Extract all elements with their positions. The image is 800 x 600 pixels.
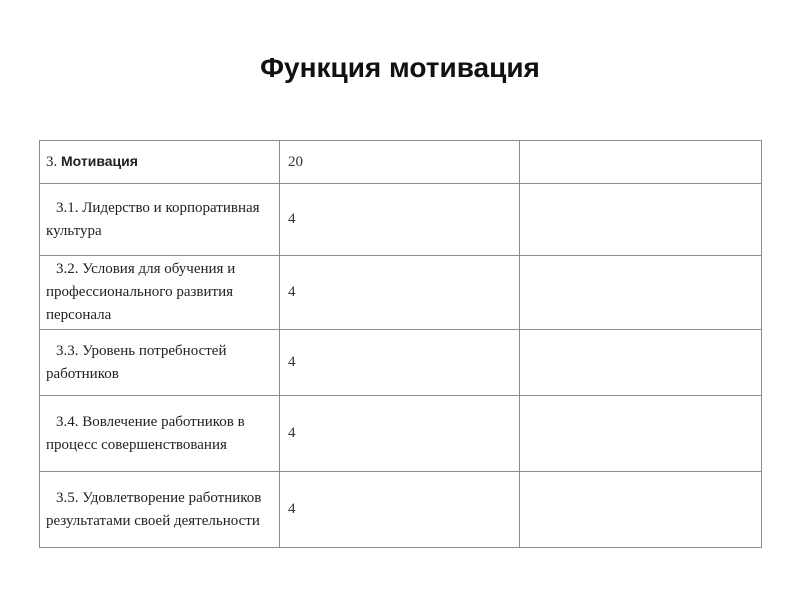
section-name: Мотивация bbox=[61, 153, 138, 169]
row-name: 3.4. Вовлечение работников в процесс совершенствования bbox=[46, 413, 245, 453]
row-value-cell: 4 bbox=[280, 472, 520, 548]
table-row bbox=[40, 184, 762, 256]
row-name: 3.3. Уровень потребностей работников bbox=[46, 342, 227, 382]
row-value-cell: 4 bbox=[280, 256, 520, 330]
row-name-cell bbox=[40, 472, 280, 548]
row-name: 3.5. Удовлетворение работников результатами своей деятельности bbox=[46, 489, 262, 529]
row-name-cell bbox=[40, 184, 280, 256]
row-name: 3.1. Лидерство и корпоративная культура bbox=[46, 199, 260, 239]
row-extra-cell bbox=[520, 396, 762, 472]
row-value-cell: 4 bbox=[280, 396, 520, 472]
table-row bbox=[40, 256, 762, 330]
section-number: 3. bbox=[46, 154, 58, 170]
row-value-cell: 20 bbox=[280, 141, 520, 184]
motivation-table bbox=[39, 140, 762, 548]
table-row bbox=[40, 396, 762, 472]
row-name-cell bbox=[40, 141, 280, 184]
table-header-row bbox=[40, 141, 762, 184]
table-row bbox=[40, 330, 762, 396]
row-name-cell bbox=[40, 330, 280, 396]
row-name: 3.2. Условия для обучения и профессионального развития персонала bbox=[46, 261, 236, 323]
row-extra-cell bbox=[520, 330, 762, 396]
row-extra-cell bbox=[520, 141, 762, 184]
row-extra-cell bbox=[520, 472, 762, 548]
row-extra-cell bbox=[520, 184, 762, 256]
row-name-cell bbox=[40, 256, 280, 330]
row-value-cell: 4 bbox=[280, 184, 520, 256]
row-value-cell: 4 bbox=[280, 330, 520, 396]
page-title: Функция мотивация bbox=[260, 52, 540, 83]
row-extra-cell bbox=[520, 256, 762, 330]
row-name-cell bbox=[40, 396, 280, 472]
table-row bbox=[40, 472, 762, 548]
